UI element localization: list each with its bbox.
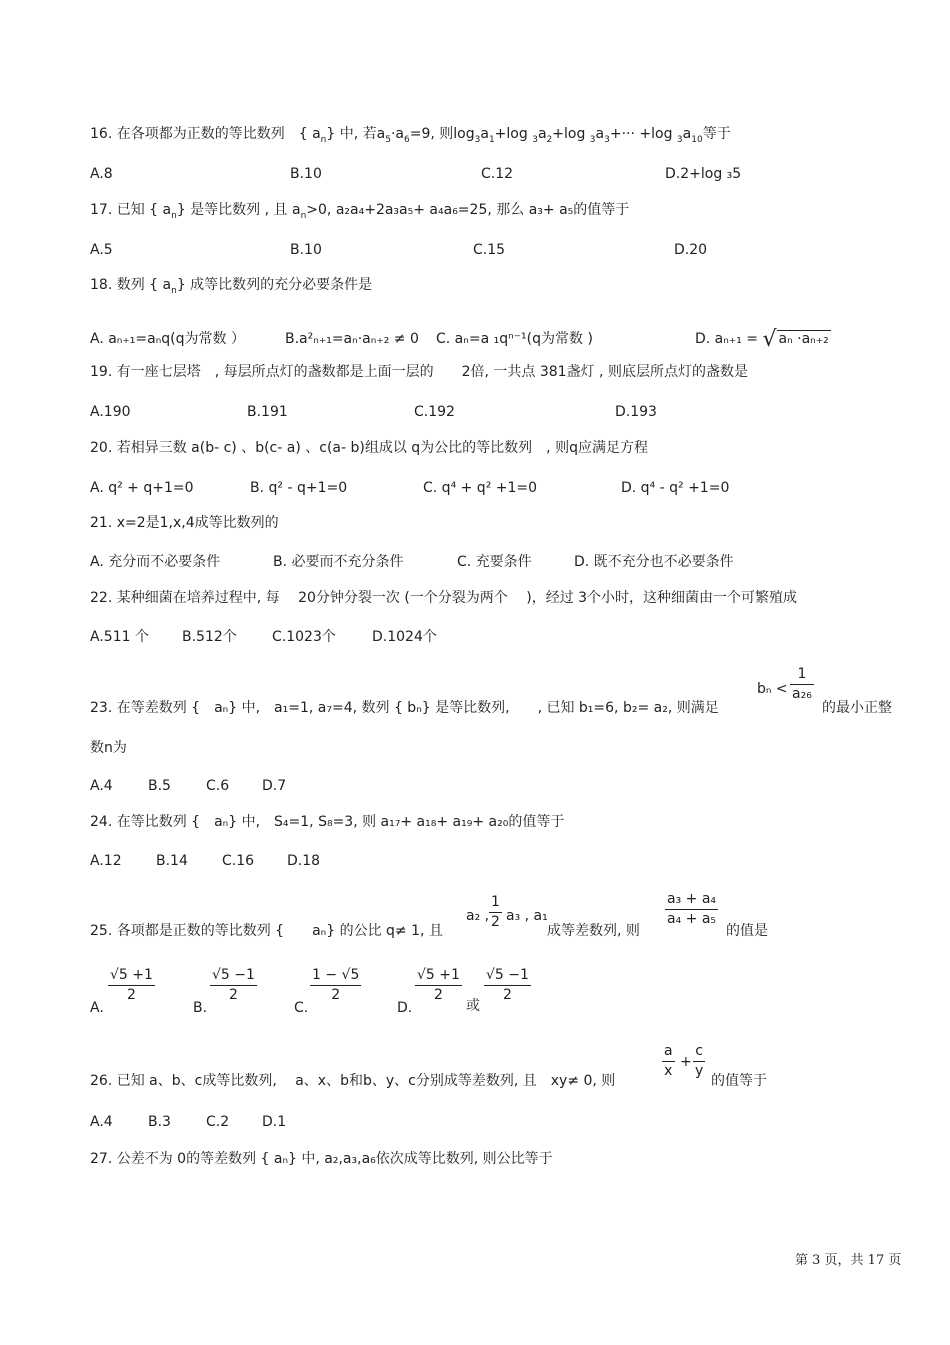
fraction-numerator: c [695,1043,703,1059]
q22-option-b: B.512个 [182,629,237,645]
q25-half-fraction [489,894,502,931]
q23-lhs: bₙ < [757,681,788,697]
q22-stem: 22. 某种细菌在培养过程中, 每 20分钟分裂一次 (一个分裂为两个 )，经过 3个小时，这种细菌由一个可繁殖成 [90,590,798,606]
fraction-bar [693,1061,705,1062]
q26-option-c: C.2 [206,1114,230,1130]
fraction-numerator: √5 +1 [417,967,460,983]
q21-option-c: C. 充要条件 [457,554,532,570]
q23-stem-tail: 的最小正整 [822,700,892,716]
sqrt-icon: √ [762,327,777,352]
q25-option-d-or: 或 [466,998,480,1014]
q19-option-d: D.193 [615,404,657,420]
radicand: aₙ ·aₙ₊₂ [778,331,829,347]
q25-stem: 25. 各项都是正数的等比数列 { aₙ} 的公比 q≠ 1, 且 [90,923,443,939]
q26-plus: + [680,1054,692,1070]
fraction-bar [665,909,718,910]
fraction-denominator: 2 [434,987,443,1003]
q25-seq-a2: a₂ , [466,908,490,924]
q19-option-b: B.191 [247,404,288,420]
fraction-numerator: a₃ + a₄ [667,891,717,907]
q26-option-b: B.3 [148,1114,171,1130]
q25-option-a-label: A. [90,1000,104,1016]
q16-stem: 16. 在各项都为正数的等比数列 { $a_n$} 中, 若$a_5\cdot a_6=9$, 则$\log_3a_1+\log$ $_3a_2+\log$ $_3a_3+\cdot\cdot\cdot +\log$ $_3a_{10}$等于 [90,126,731,145]
q23-option-b: B.5 [148,778,171,794]
q21-option-d: D. 既不充分也不必要条件 [574,554,734,570]
page-footer: 第 3 页，共 17 页 [795,1253,902,1268]
fraction-denominator: x [664,1063,673,1079]
q16-option-a: A.8 [90,166,113,182]
fraction-denominator: a₄ + a₅ [667,911,717,927]
q20-option-d: D. q⁴ - q² +1=0 [621,480,730,496]
q20-option-c: C. q⁴ + q² +1=0 [423,480,538,496]
q26-stem: 26. 已知 a、b、c成等比数列, a、x、b和b、y、c分别成等差数列, 且 xy≠ 0, 则 [90,1073,616,1089]
q19-stem: 19. 有一座七层塔 , 每层所点灯的盏数都是上面一层的 2倍, 一共点 381盏灯 , 则底层所点灯的盏数是 [90,364,748,380]
q25-option-a [108,967,155,1004]
q23-option-a: A.4 [90,778,113,794]
q21-option-a: A. 充分而不必要条件 [90,554,221,570]
q26-option-a: A.4 [90,1114,113,1130]
fraction-bar [108,985,155,986]
fraction-numerator: 1 [491,894,500,910]
q24-option-b: B.14 [156,853,188,869]
q25-seq-a3: a₃ , a₁ [506,908,548,924]
q20-option-b: B. q² - q+1=0 [250,480,348,496]
q18-option-d: D. aₙ₊₁ = √ aₙ ·aₙ₊₂ [695,327,829,352]
q23-option-c: C.6 [206,778,230,794]
q25-stem-end: 的值是 [726,923,768,939]
q26-fraction-a-x [662,1043,675,1080]
fraction-numerator: √5 +1 [110,967,153,983]
q16-option-b: B.10 [290,166,322,182]
q25-ratio-fraction [665,891,718,928]
q22-option-c: C.1023个 [272,629,336,645]
fraction-bar [662,1061,675,1062]
fraction-bar [210,985,257,986]
q19-option-c: C.192 [414,404,455,420]
q23-stem: 23. 在等差数列 { aₙ} 中, a₁=1, a₇=4, 数列 { bₙ} 是等比数列, , 已知 b₁=6, b₂= a₂, 则满足 [90,700,719,716]
q17-option-b: B.10 [290,242,322,258]
q17-stem: 17. 已知 { $a_n$} 是等比数列 , 且 $a_n>0$, a₂a₄+2a₃a₅+ a₄a₆=25, 那么 a₃+ a₅的值等于 [90,202,630,221]
q26-fraction-c-y [693,1043,705,1080]
fraction-numerator: a [664,1043,673,1059]
q24-option-d: D.18 [287,853,321,869]
q18-option-c: C. aₙ=a ₁qⁿ⁻¹(q为常数 ) [436,331,593,347]
fraction-denominator: 2 [127,987,136,1003]
q19-option-a: A.190 [90,404,131,420]
fraction-denominator: a₂₆ [792,686,812,702]
fraction-denominator: 2 [491,914,500,930]
fraction-denominator: 2 [503,987,512,1003]
fraction-bar [310,985,361,986]
q25-option-d-first [415,967,462,1004]
fraction-bar [415,985,462,986]
q24-stem: 24. 在等比数列 { aₙ} 中, S₄=1, S₈=3, 则 a₁₇+ a₁₈+ a₁₉+ a₂₀的值等于 [90,814,565,830]
q24-option-a: A.12 [90,853,122,869]
fraction-numerator: 1 − √5 [312,967,360,983]
q25-option-c [310,967,361,1004]
q25-option-b-label: B. [193,1000,208,1016]
q25-option-b [210,967,257,1004]
q25-stem-mid: 成等差数列, 则 [547,923,640,939]
q17-option-c: C.15 [473,242,506,258]
q21-option-b: B. 必要而不充分条件 [273,554,404,570]
fraction-numerator: √5 −1 [486,967,529,983]
fraction-bar [484,985,531,986]
fraction-bar [489,912,502,913]
q22-option-d: D.1024个 [372,629,437,645]
q23-stem-line2: 数n为 [90,740,127,756]
q17-option-a: A.5 [90,242,113,258]
fraction-denominator: y [695,1063,704,1079]
q18-option-b: B.a²ₙ₊₁=aₙ·aₙ₊₂ ≠ 0 [285,331,419,347]
q23-option-d: D.7 [262,778,287,794]
q27-stem: 27. 公差不为 0的等差数列 { aₙ} 中, a₂,a₃,a₆依次成等比数列, 则公比等于 [90,1151,553,1167]
q18-option-a: A. aₙ₊₁=aₙq(q为常数 ） [90,331,245,347]
q18-stem: 18. 数列 { $a_n$} 成等比数列的充分必要条件是 [90,277,373,296]
q26-stem-end: 的值等于 [711,1073,767,1089]
q21-stem: 21. x=2是1,x,4成等比数列的 [90,515,279,531]
q23-fraction [790,666,814,703]
q26-option-d: D.1 [262,1114,287,1130]
q20-stem: 20. 若相异三数 a(b- c) 、b(c- a) 、c(a- b)组成以 q为公比的等比数列 , 则q应满足方程 [90,440,648,456]
q16-option-d: D.2+log ₃5 [665,166,742,182]
fraction-bar [790,684,814,685]
q22-option-a: A.511 个 [90,629,149,645]
q20-option-a: A. q² + q+1=0 [90,480,194,496]
q25-option-d-label: D. [397,1000,413,1016]
fraction-numerator: √5 −1 [212,967,255,983]
fraction-numerator: 1 [797,666,807,682]
fraction-denominator: 2 [331,987,341,1003]
fraction-denominator: 2 [229,987,238,1003]
q25-option-c-label: C. [294,1000,309,1016]
q17-option-d: D.20 [674,242,708,258]
q24-option-c: C.16 [222,853,255,869]
q16-option-c: C.12 [481,166,514,182]
q25-option-d-second [484,967,531,1004]
